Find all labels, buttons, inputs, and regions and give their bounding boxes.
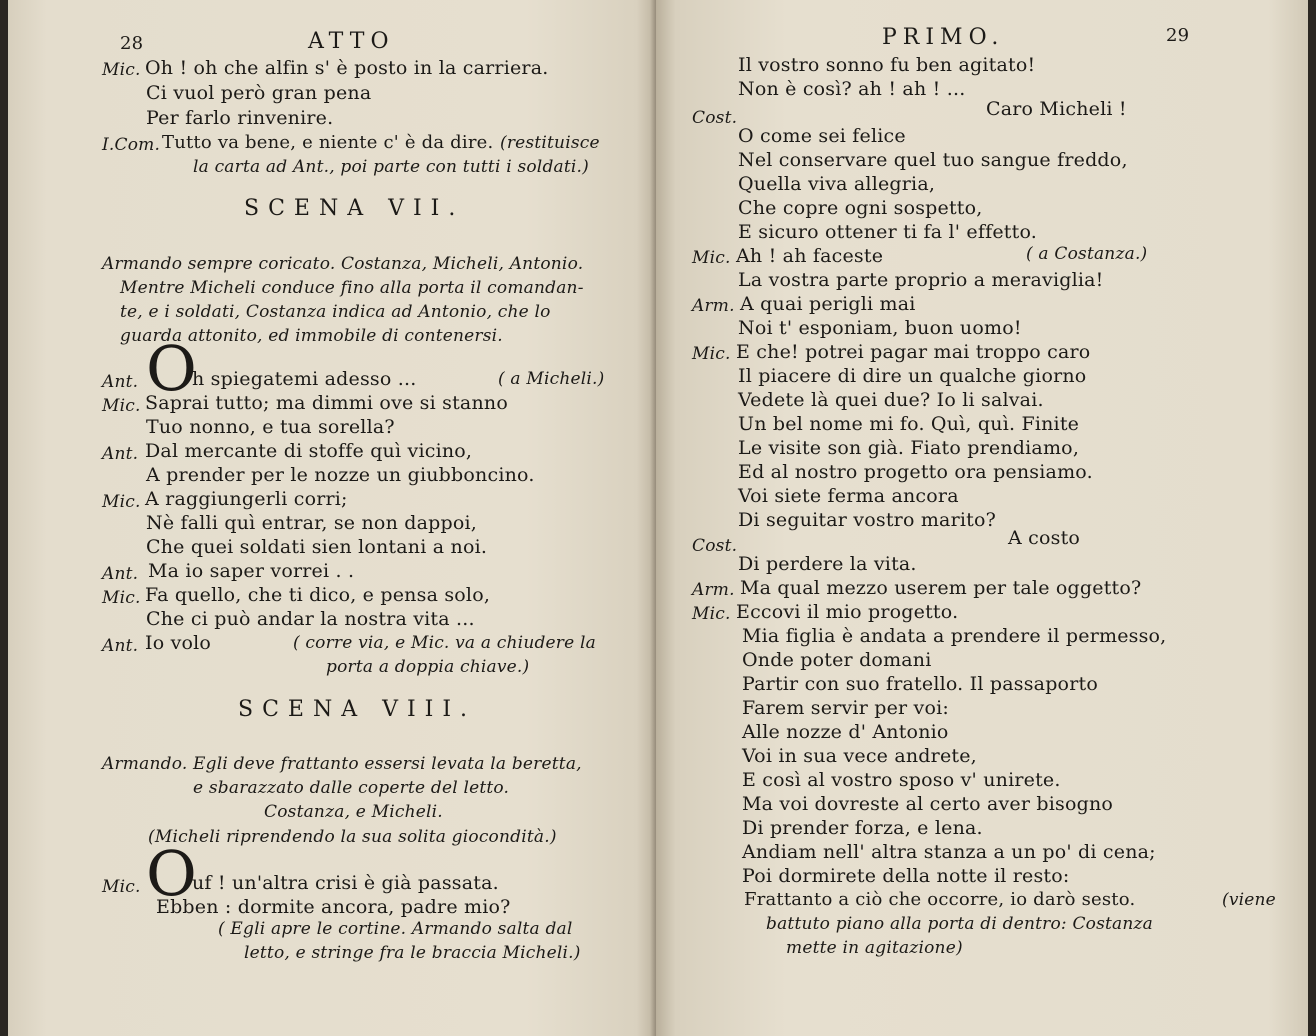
page-number: 28 [120,33,144,54]
stage-direction: ( corre via, e Mic. va a chiudere la [293,633,596,653]
verse-line: Il vostro sonno fu ben agitato! [738,54,1036,76]
verse-line: Ma qual mezzo userem per tale oggetto? [740,577,1142,599]
stage-direction: Mentre Micheli conduce fino alla porta il comandan- [120,278,584,298]
speaker: Mic. [102,588,141,608]
verse-line: Noi t' esponiam, buon uomo! [738,317,1022,339]
verse-line: Ebben : dormite ancora, padre mio? [156,896,511,918]
scene-heading: SCENA VIII. [238,697,477,722]
page-number: 29 [1166,25,1190,46]
speaker: Arm. [692,580,735,600]
verse-line: Che ci può andar la nostra vita ... [146,608,475,630]
speaker: Mic. [692,248,731,268]
stage-direction: letto, e stringe fra le braccia Micheli.) [244,943,581,963]
drop-capital: O [146,332,197,405]
stage-direction: Costanza, e Micheli. [264,802,443,822]
verse-line: A prender per le nozze un giubboncino. [146,464,535,486]
right-page [656,0,1308,1036]
speaker: Cost. [692,108,738,128]
verse-line: Alle nozze d' Antonio [742,721,949,743]
stage-direction: la carta ad Ant., poi parte con tutti i soldati.) [193,157,589,177]
verse-line: A costo [1008,527,1081,549]
speaker: Cost. [692,536,738,556]
speaker: I.Com. [102,135,161,155]
verse-line: uf ! un'altra crisi è già passata. [192,872,499,894]
verse-line: A raggiungerli corri; [145,488,348,510]
left-page [8,0,656,1036]
stage-direction: e sbarazzato dalle coperte del letto. [193,778,510,798]
speaker: Mic. [102,396,141,416]
speaker: Mic. [102,492,141,512]
speaker: Mic. [102,877,141,897]
verse-line: E così al vostro sposo v' unirete. [742,769,1061,791]
verse-line: Tuo nonno, e tua sorella? [146,416,395,438]
stage-direction: (Micheli riprendendo la sua solita giocondità.) [148,827,557,847]
verse-line: Caro Micheli ! [986,98,1127,120]
verse-line: E che! potrei pagar mai troppo caro [736,341,1091,363]
verse-line: Andiam nell' altra stanza a un po' di cena; [742,841,1156,863]
verse-line: Nè falli quì entrar, se non dappoi, [146,512,478,534]
verse-line: Un bel nome mi fo. Quì, quì. Finite [738,413,1080,435]
verse-line: Frattanto a ciò che occorre, io darò sesto. [744,889,1136,910]
verse-line: Ci vuol però gran pena [146,82,372,104]
stage-direction: ( Egli apre le cortine. Armando salta dal [218,919,573,939]
verse-line: Farem servir per voi: [742,697,949,719]
verse-line: Ma voi dovreste al certo aver bisogno [742,793,1114,815]
speaker: Ant. [102,444,139,464]
verse-line: Di perdere la vita. [738,553,917,575]
verse-line: Dal mercante di stoffe quì vicino, [145,440,473,462]
verse-line: Onde poter domani [742,649,932,671]
stage-direction: battuto piano alla porta di dentro: Costanza [766,914,1154,934]
verse-line: Vedete là quei due? Io li salvai. [738,389,1044,411]
speaker: Arm. [692,296,735,316]
verse-line: Per farlo rinvenire. [146,107,334,129]
verse-line: O come sei felice [738,125,906,147]
stage-direction: guarda attonito, ed immobile di contenersi. [120,326,503,346]
verse-line: Eccovi il mio progetto. [736,601,959,623]
verse-line: Di seguitar vostro marito? [738,509,996,531]
stage-direction: (restituisce [500,133,600,153]
verse-line: Tutto va bene, e niente c' è da dire. [162,132,494,153]
drop-capital: O [146,837,197,910]
scene-heading: SCENA VII. [244,196,465,221]
verse-line: Saprai tutto; ma dimmi ove si stanno [145,392,508,414]
speaker: Mic. [102,60,141,80]
running-head: PRIMO. [882,25,1005,50]
verse-line: Fa quello, che ti dico, e pensa solo, [145,584,491,606]
verse-line: h spiegatemi adesso ... [192,368,417,390]
verse-line: Che quei soldati sien lontani a noi. [146,536,488,558]
stage-direction: porta a doppia chiave.) [326,657,530,677]
verse-line: Le visite son già. Fiato prendiamo, [738,437,1080,459]
verse-line: Che copre ogni sospetto, [738,197,983,219]
speaker: Ant. [102,372,139,392]
stage-direction: ( a Micheli.) [498,369,605,389]
verse-line: Ed al nostro progetto ora pensiamo. [738,461,1093,483]
stage-direction: mette in agitazione) [786,938,963,958]
stage-direction: (viene [1222,890,1276,910]
stage-direction: Armando. Egli deve frattanto essersi levata la beretta, [102,754,582,774]
verse-line: E sicuro ottener ti fa l' effetto. [738,221,1037,243]
verse-line: Io volo [145,632,212,654]
running-head: ATTO [308,29,395,54]
verse-line: Ah ! ah faceste [736,245,884,267]
speaker: Mic. [692,604,731,624]
verse-line: A quai perigli mai [740,293,916,315]
verse-line: Mia figlia è andata a prendere il permesso, [742,625,1167,647]
verse-line: Quella viva allegria, [738,173,936,195]
verse-line: Ma io saper vorrei . . [148,560,355,582]
verse-line: Voi in sua vece andrete, [742,745,977,767]
verse-line: Voi siete ferma ancora [738,485,959,507]
stage-direction: te, e i soldati, Costanza indica ad Antonio, che lo [120,302,551,322]
verse-line: Partir con suo fratello. Il passaporto [742,673,1098,695]
verse-line: Nel conservare quel tuo sangue freddo, [738,149,1128,171]
verse-line: Oh ! oh che alfin s' è posto in la carriera. [145,57,549,79]
verse-line: Il piacere di dire un qualche giorno [738,365,1087,387]
verse-line: Poi dormirete della notte il resto: [742,865,1070,887]
speaker: Ant. [102,564,139,584]
speaker: Mic. [692,344,731,364]
verse-line: Di prender forza, e lena. [742,817,983,839]
verse-line: La vostra parte proprio a meraviglia! [738,269,1104,291]
stage-direction: Armando sempre coricato. Costanza, Micheli, Antonio. [102,254,584,274]
speaker: Ant. [102,636,139,656]
verse-line: Non è così? ah ! ah ! ... [738,78,966,100]
stage-direction: ( a Costanza.) [1026,244,1148,264]
